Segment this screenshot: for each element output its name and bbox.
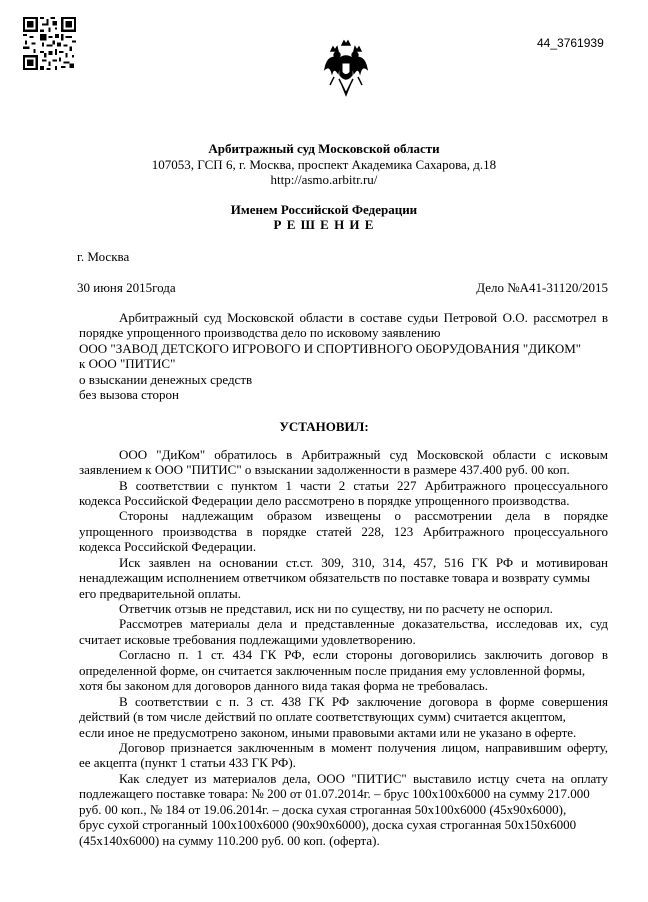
body-line: хотя бы законом для договоров данного вида такая форма не требовалась.	[79, 678, 488, 693]
defendant-name: к ООО "ПИТИС"	[79, 356, 176, 371]
body-line: Согласно п. 1 ст. 434 ГК РФ, если стороны договорились заключить договор в	[119, 647, 608, 662]
qr-code-icon	[23, 17, 76, 70]
body-line: руб. 00 коп., № 184 от 19.06.2014г. – доска сухая строганная 50х100х6000 (45х90х6000),	[79, 802, 567, 817]
intro-line-1: Арбитражный суд Московской области в составе судьи Петровой О.О. рассмотрел в	[119, 310, 608, 325]
court-name: Арбитражный суд Московской области	[208, 141, 440, 156]
body-line: ненадлежащим исполнением ответчиком обязательств по поставке товара и возврату суммы	[79, 570, 590, 585]
court-url: http://asmo.arbitr.ru/	[270, 172, 378, 187]
body-line: В соответствии с п. 3 ст. 438 ГК РФ заключение договора в форме совершения	[119, 694, 608, 709]
decision-heading: Р Е Ш Е Н И Е	[273, 217, 375, 232]
body-line: считает исковые требования подлежащими удовлетворению.	[79, 632, 416, 647]
established-heading: УСТАНОВИЛ:	[279, 419, 369, 434]
body-line: Ответчик отзыв не представил, иск ни по существу, ни по расчету не оспорил.	[119, 601, 553, 616]
body-line: Договор признается заключенным в момент получения лицом, направившим оферту,	[119, 740, 608, 755]
plaintiff-name: ООО "ЗАВОД ДЕТСКОГО ИГРОВОГО И СПОРТИВНОГО ОБОРУДОВАНИЯ "ДИКОМ"	[79, 341, 582, 356]
body-line: ее акцепта (пункт 1 статьи 433 ГК РФ).	[79, 755, 296, 770]
body-line: Стороны надлежащим образом извещены о рассмотрении дела в порядке	[119, 508, 608, 523]
body-line: (45х140х6000) на сумму 110.200 руб. 00 коп. (оферта).	[79, 833, 380, 848]
body-line: действий (в том числе действий по оплате соответствующих сумм) считается акцептом,	[79, 709, 566, 724]
body-line: заявлением к ООО "ПИТИС" о взыскании задолженности в размере 437.400 руб. 00 коп.	[79, 462, 570, 477]
body-line: кодекса Российской Федерации.	[79, 539, 257, 554]
body-line: определенной форме, он считается заключенным после придания ему условленной формы,	[79, 663, 586, 678]
intro-line-2: порядке упрощенного производства дело по исковому заявлению	[79, 325, 441, 340]
body-line: если иное не предусмотрено законом, иными правовыми актами или не указано в оферте.	[79, 725, 577, 740]
body-line: В соответствии с пунктом 1 части 2 статьи 227 Арбитражного процессуального	[119, 478, 608, 493]
body-line: Как следует из материалов дела, ООО "ПИТИС" выставило истцу счета на оплату	[119, 771, 608, 786]
claim-subject: о взыскании денежных средств	[79, 372, 253, 387]
document-id: 44_3761939	[537, 36, 604, 50]
decision-date: 30 июня 2015года	[77, 280, 176, 295]
in-name-heading: Именем Российской Федерации	[230, 202, 418, 217]
body-line: брус сухой строганный 100х100х6000 (90х90х6000), доска сухая строганная 50х150х6000	[79, 817, 577, 832]
coat-of-arms-icon	[322, 39, 370, 99]
body-line: Рассмотрев материалы дела и представленные доказательства, исследовав их, суд	[119, 616, 608, 631]
body-line: ООО "ДиКом" обратилось в Арбитражный суд Московской области с исковым	[119, 447, 608, 462]
body-line: упрощенного производства в порядке статей 228, 123 Арбитражного процессуального	[79, 524, 608, 539]
body-line: его предварительной оплаты.	[79, 586, 241, 601]
case-number: Дело №А41-31120/2015	[476, 280, 608, 295]
city: г. Москва	[77, 249, 130, 264]
body-line: подлежащего поставке товара: № 200 от 01.07.2014г. – брус 100х100х6000 на сумму 217.000	[79, 786, 590, 801]
body-line: кодекса Российской Федерации дело рассмотрено в порядке упрощенного производства.	[79, 493, 570, 508]
court-address: 107053, ГСП 6, г. Москва, проспект Академика Сахарова, д.18	[151, 157, 497, 172]
procedure-note: без вызова сторон	[79, 387, 179, 402]
body-line: Иск заявлен на основании ст.ст. 309, 310, 314, 457, 516 ГК РФ и мотивирован	[119, 555, 608, 570]
